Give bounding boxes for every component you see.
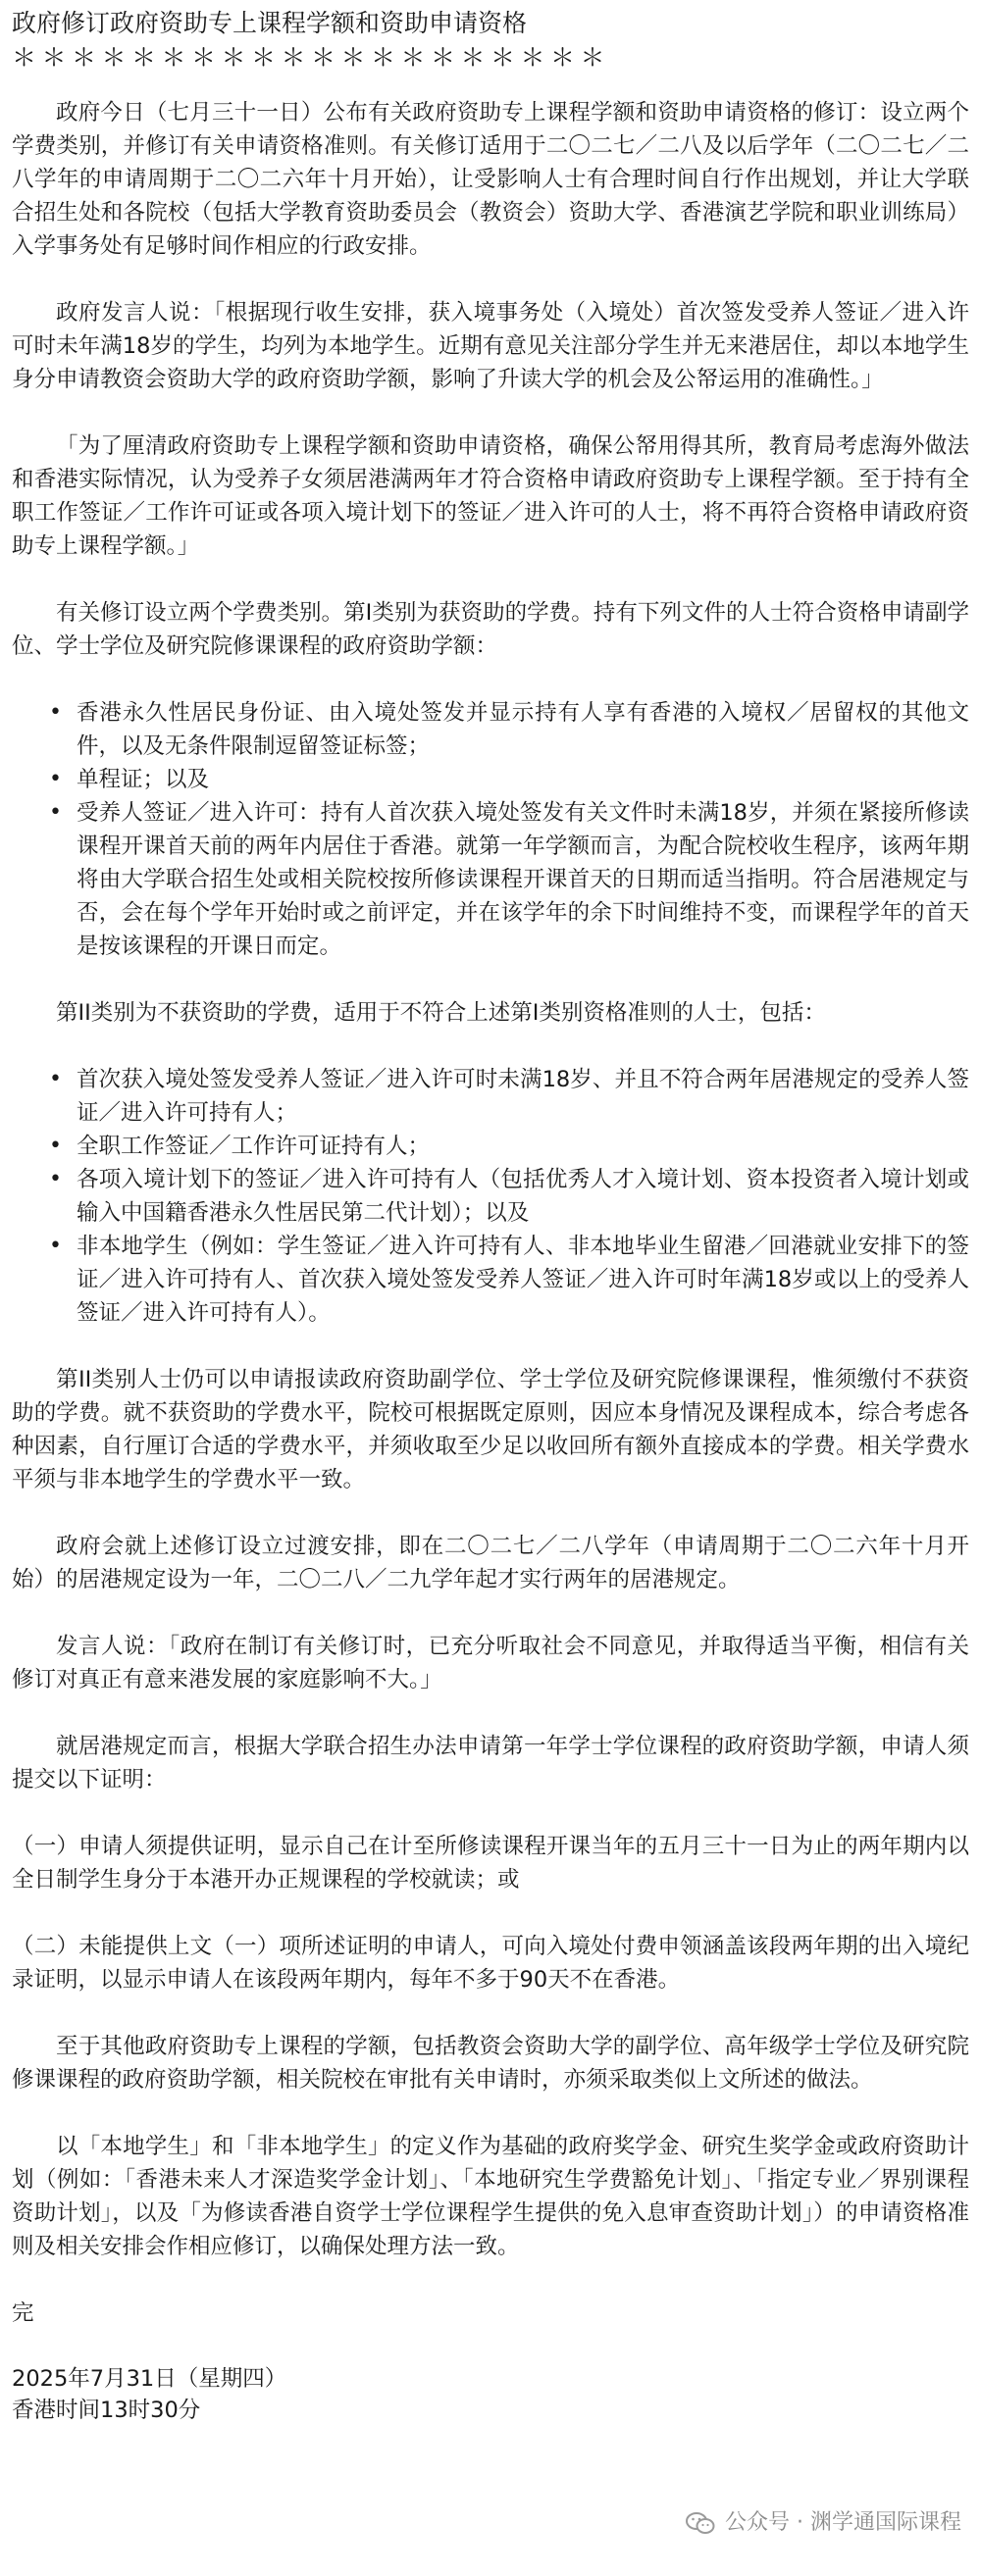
release-time: 香港时间13时30分 [12, 2398, 201, 2423]
title-separator: ＊＊＊＊＊＊＊＊＊＊＊＊＊＊＊＊＊＊＊＊ [12, 43, 611, 72]
paragraph-scholarships: 以「本地学生」和「非本地学生」的定义作为基础的政府奖学金、研究生奖学金或政府资助计划（例如：「香港未来人才深造奖学金计划」、「本地研究生学费豁免计划」、「指定专业／界别课程资助计划」，以及「为修读香港自资学士学位课程学生提供的免入息审查资助计划」）的申请资格准则及相关安排会作相应修订，以确保处理方法一致。 [12, 2134, 969, 2259]
paragraph-spokesman-1: 政府发言人说：「根据现行收生安排，获入境事务处（入境处）首次签发受养人签证／进入许可时未年满18岁的学生，均列为本地学生。近期有意见关注部分学生并无来港居住，却以本地学生身分申请教资会资助大学的政府资助学额，影响了升读大学的机会及公帑运用的准确性。」 [12, 300, 969, 392]
paragraph-intro: 政府今日（七月三十一日）公布有关政府资助专上课程学额和资助申请资格的修订：设立两个学费类别，并修订有关申请资格准则。有关修订适用于二〇二七／二八及以后学年（二〇二七／二八学年的申请周期于二〇二六年十月开始），让受影响人士有合理时间自行作出规划，并让大学联合招生处和各院校（包括大学教育资助委员会（教资会）资助大学、香港演艺学院和职业训练局）入学事务处有足够时间作相应的行政安排。 [12, 100, 969, 259]
paragraph-category-2: 第II类别为不获资助的学费，适用于不符合上述第I类别资格准则的人士，包括： [56, 1000, 826, 1026]
paragraph-transition: 政府会就上述修订设立过渡安排，即在二〇二七／二八学年（申请周期于二〇二六年十月开始）的居港规定设为一年，二〇二八／二九学年起才实行两年的居港规定。 [12, 1534, 969, 1592]
release-date: 2025年7月31日（星期四） [12, 2366, 287, 2392]
wechat-icon [686, 2511, 715, 2535]
watermark [686, 2508, 961, 2538]
category-1-list [12, 696, 969, 963]
paragraph-spokesman-3: 发言人说：「政府在制订有关修订时，已充分听取社会不同意见，并取得适当平衡，相信有关修订对真正有意来港发展的家庭影响不大。」 [12, 1634, 969, 1692]
watermark-text: 公众号 · 渊学通国际课程 [725, 2510, 961, 2535]
list-item: • 首次获入境处签发受养人签证／进入许可时未满18岁、并且不符合两年居港规定的受养人签证／进入许可持有人； [77, 1063, 969, 1130]
list-item: • 香港永久性居民身份证、由入境处签发并显示持有人享有香港的入境权／居留权的其他文件，以及无条件限制逗留签证标签； [77, 696, 969, 763]
paragraph-spokesman-2: 「为了厘清政府资助专上课程学额和资助申请资格，确保公帑用得其所，教育局考虑海外做法和香港实际情况，认为受养子女须居港满两年才符合资格申请政府资助专上课程学额。至于持有全职工作签证／工作许可证或各项入境计划下的签证／进入许可的人士，将不再符合资格申请政府资助专上课程学额。」 [12, 433, 969, 559]
list-item: • 非本地学生（例如：学生签证／进入许可持有人、非本地毕业生留港／回港就业安排下的签证／进入许可持有人、首次获入境处签发受养人签证／进入许可时年满18岁或以上的受养人签证／进入许可持有人）。 [77, 1230, 969, 1330]
paragraph-category-1: 有关修订设立两个学费类别。第I类别为获资助的学费。持有下列文件的人士符合资格申请副学位、学士学位及研究院修课课程的政府资助学额： [12, 600, 969, 659]
paragraph-residence-requirement: 就居港规定而言，根据大学联合招生办法申请第一年学士学位课程的政府资助学额，申请人须提交以下证明： [12, 1734, 969, 1793]
list-item: • 受养人签证／进入许可：持有人首次获入境处签发有关文件时未满18岁，并须在紧接所修读课程开课首天前的两年内居住于香港。就第一年学额而言，为配合院校收生程序，该两年期将由大学联合招生处或相关院校按所修读课程开课首天的日期而适当指明。符合居港规定与否，会在每个学年开始时或之前评定，并在该学年的余下时间维持不变，而课程学年的首天是按该课程的开课日而定。 [77, 796, 969, 963]
list-item: • 单程证；以及 [77, 763, 969, 796]
list-item: • 各项入境计划下的签证／进入许可持有人（包括优秀人才入境计划、资本投资者入境计划或输入中国籍香港永久性居民第二代计划）；以及 [77, 1163, 969, 1230]
end-mark: 完 [12, 2300, 34, 2326]
paragraph-other-programmes: 至于其他政府资助专上课程的学额，包括教资会资助大学的副学位、高年级学士学位及研究院修课课程的政府资助学额，相关院校在审批有关申请时，亦须采取类似上文所述的做法。 [12, 2034, 969, 2093]
category-2-list [12, 1063, 969, 1330]
paragraph-category-2-fees: 第II类别人士仍可以申请报读政府资助副学位、学士学位及研究院修课课程，惟须缴付不获资助的学费。就不获资助的学费水平，院校可根据既定原则，因应本身情况及课程成本，综合考虑各种因素，自行厘订合适的学费水平，并须收取至少足以收回所有额外直接成本的学费。相关学费水平须与非本地学生的学费水平一致。 [12, 1367, 969, 1492]
paragraph-proof-2: （二）未能提供上文（一）项所述证明的申请人，可向入境处付费申领涵盖该段两年期的出入境纪录证明，以显示申请人在该段两年期内，每年不多于90天不在香港。 [12, 1934, 969, 1993]
document-title: 政府修订政府资助专上课程学额和资助申请资格 [12, 9, 528, 37]
paragraph-proof-1: （一）申请人须提供证明，显示自己在计至所修读课程开课当年的五月三十一日为止的两年期内以全日制学生身分于本港开办正规课程的学校就读；或 [12, 1834, 969, 1893]
list-item: • 全职工作签证／工作许可证持有人； [77, 1130, 969, 1163]
